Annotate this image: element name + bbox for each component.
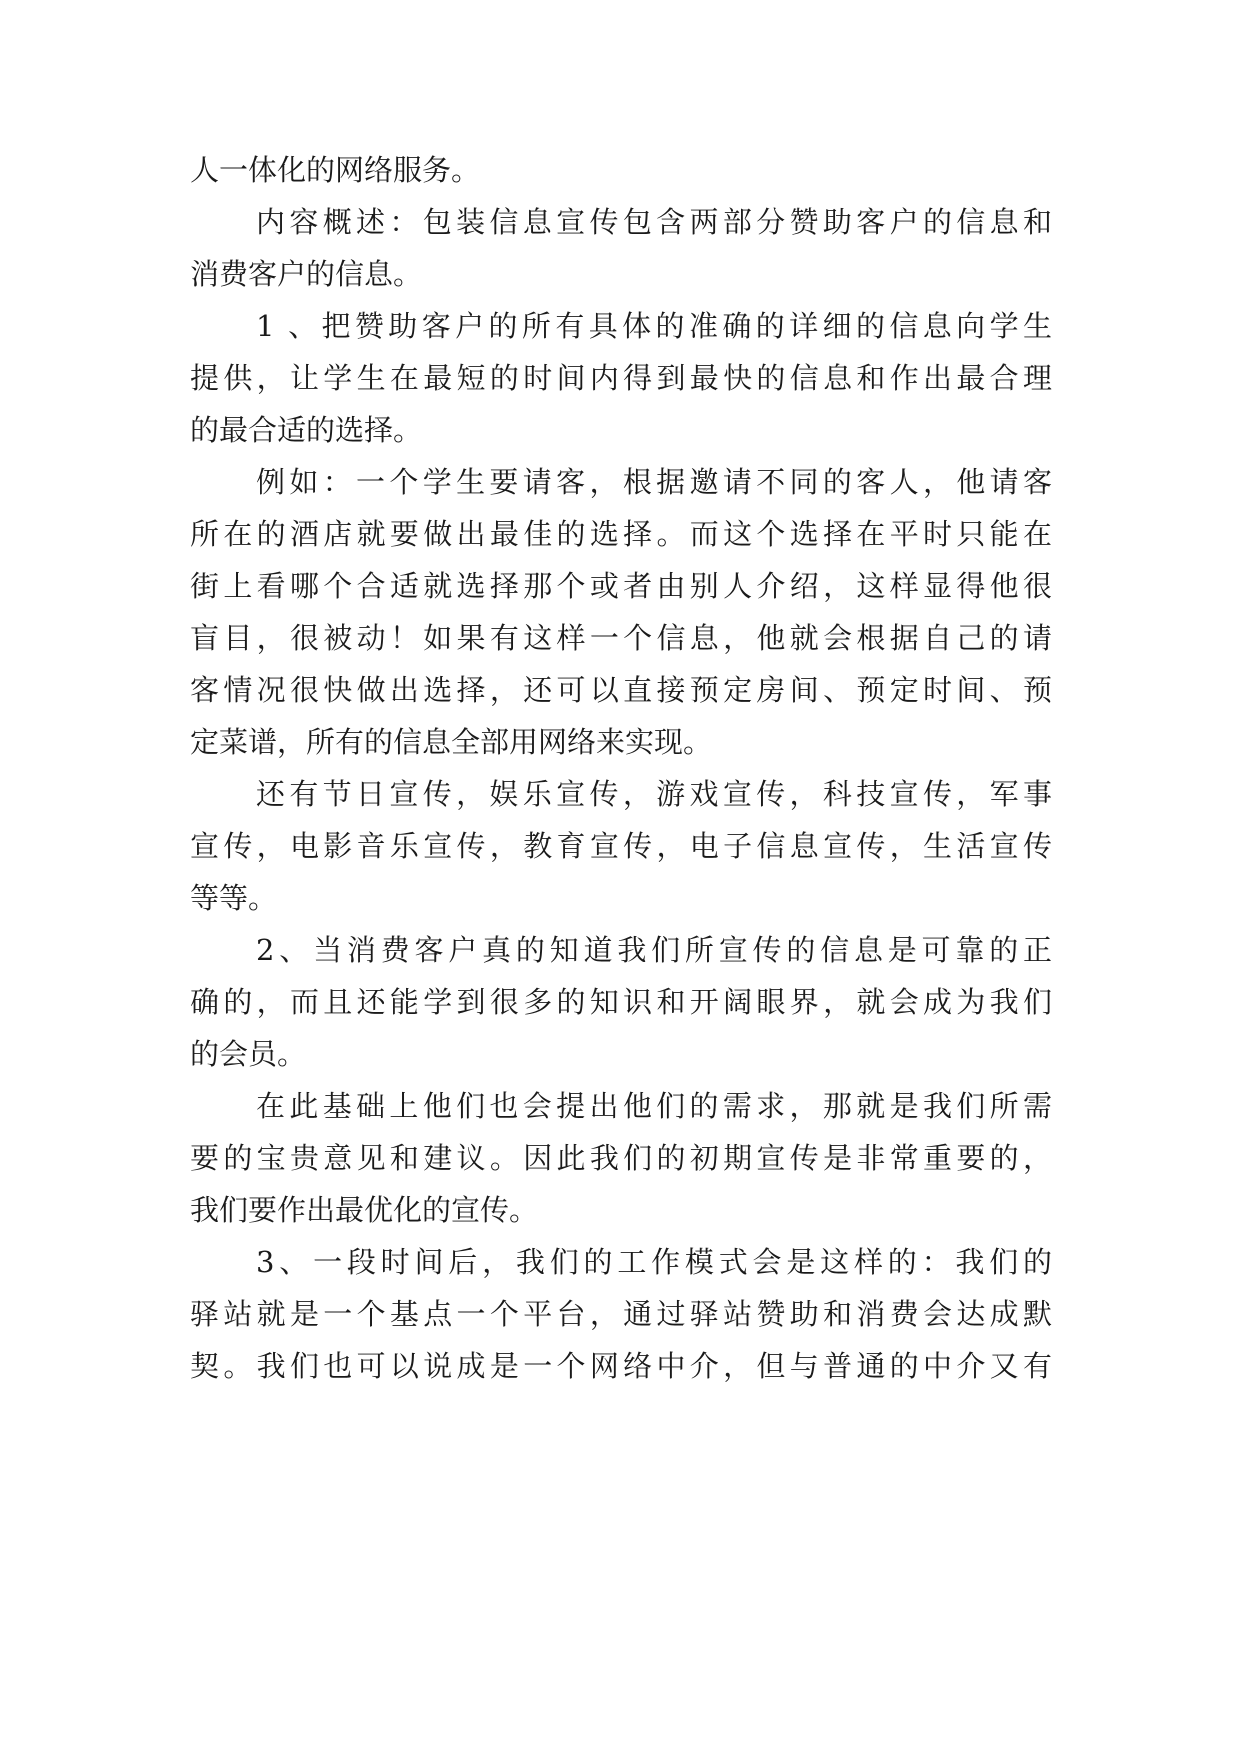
text-line: 驿站就是一个基点一个平台，通过驿站赞助和消费会达成默: [190, 1297, 1052, 1331]
text-line: 1 、把赞助客户的所有具体的准确的详细的信息向学生: [256, 309, 1052, 343]
text-line: 还有节日宣传，娱乐宣传，游戏宣传，科技宣传，军事: [256, 777, 1052, 811]
text-line: 人一体化的网络服务。: [190, 153, 481, 187]
text-line: 我们要作出最优化的宣传。: [190, 1193, 539, 1227]
text-line: 在此基础上他们也会提出他们的需求，那就是我们所需: [256, 1089, 1052, 1123]
text-line: 3、一段时间后，我们的工作模式会是这样的：我们的: [256, 1245, 1052, 1279]
text-line: 盲目，很被动！如果有这样一个信息，他就会根据自己的请: [190, 621, 1052, 655]
text-line: 确的，而且还能学到很多的知识和开阔眼界，就会成为我们: [190, 985, 1052, 1019]
text-line: 契。我们也可以说成是一个网络中介，但与普通的中介又有: [190, 1349, 1052, 1383]
text-line: 街上看哪个合适就选择那个或者由别人介绍，这样显得他很: [190, 569, 1052, 603]
text-line: 定菜谱，所有的信息全部用网络来实现。: [190, 725, 713, 759]
text-line: 客情况很快做出选择，还可以直接预定房间、预定时间、预: [190, 673, 1052, 707]
text-line: 的会员。: [190, 1037, 307, 1071]
text-line: 内容概述：包装信息宣传包含两部分赞助客户的信息和: [256, 205, 1052, 239]
text-line: 所在的酒店就要做出最佳的选择。而这个选择在平时只能在: [190, 517, 1052, 551]
text-line: 例如：一个学生要请客，根据邀请不同的客人，他请客: [256, 465, 1052, 499]
text-line: 提供，让学生在最短的时间内得到最快的信息和作出最合理: [190, 361, 1052, 395]
text-line: 要的宝贵意见和建议。因此我们的初期宣传是非常重要的，: [190, 1141, 1052, 1175]
text-line: 等等。: [190, 881, 278, 915]
text-line: 的最合适的选择。: [190, 413, 423, 447]
text-line: 2、当消费客户真的知道我们所宣传的信息是可靠的正: [256, 933, 1052, 967]
text-line: 消费客户的信息。: [190, 257, 423, 291]
text-line: 宣传，电影音乐宣传，教育宣传，电子信息宣传，生活宣传: [190, 829, 1052, 863]
